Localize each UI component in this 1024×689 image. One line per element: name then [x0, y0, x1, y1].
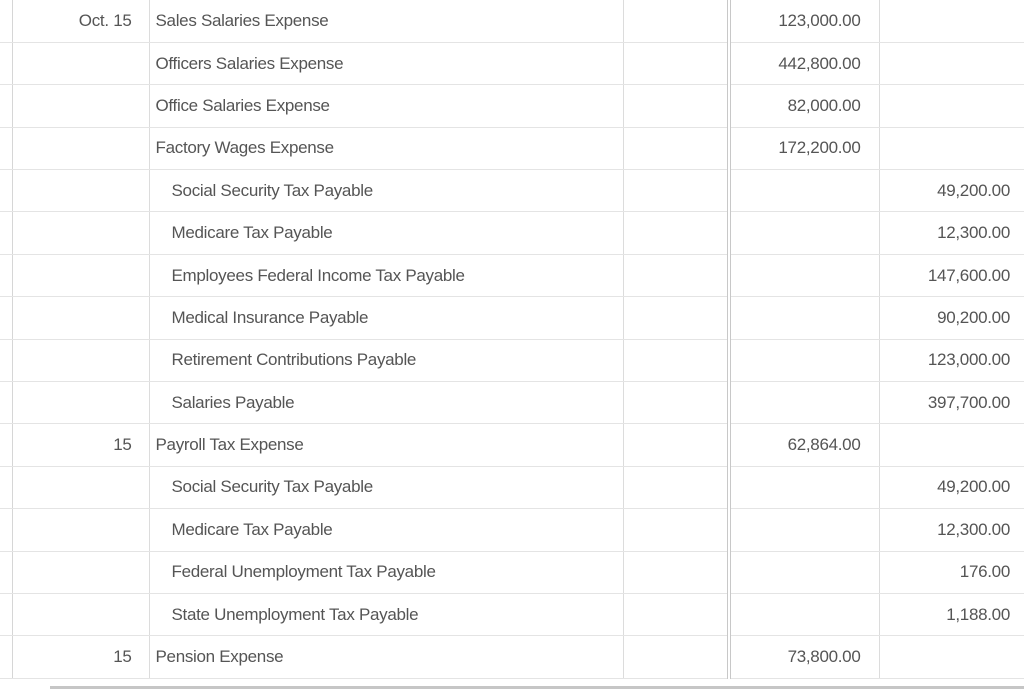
- row-margin-cell: [0, 0, 12, 42]
- journal-row: [0, 382, 1024, 424]
- debit-cell: 82,000.00: [729, 85, 879, 127]
- debit-cell: [729, 254, 879, 296]
- debit-cell: [729, 339, 879, 381]
- debit-cell: [729, 466, 879, 508]
- row-margin-cell: [0, 509, 12, 551]
- account-cell: Factory Wages Expense: [149, 127, 623, 169]
- post-ref-cell: [623, 593, 729, 635]
- credit-cell: 49,200.00: [879, 170, 1024, 212]
- post-ref-cell: [623, 466, 729, 508]
- credit-cell: 147,600.00: [879, 254, 1024, 296]
- debit-cell: [729, 170, 879, 212]
- date-cell: [12, 42, 149, 84]
- account-cell: Office Salaries Expense: [149, 85, 623, 127]
- row-margin-cell: [0, 466, 12, 508]
- date-cell: Oct. 15: [12, 0, 149, 42]
- account-cell: Social Security Tax Payable: [149, 170, 623, 212]
- date-cell: 15: [12, 636, 149, 678]
- date-cell: 15: [12, 424, 149, 466]
- row-margin-cell: [0, 42, 12, 84]
- journal-row: [0, 85, 1024, 127]
- credit-cell: [879, 127, 1024, 169]
- date-cell: [12, 593, 149, 635]
- credit-cell: [879, 0, 1024, 42]
- credit-cell: 12,300.00: [879, 509, 1024, 551]
- journal-row: [0, 424, 1024, 466]
- row-margin-cell: [0, 551, 12, 593]
- journal-row: [0, 551, 1024, 593]
- post-ref-cell: [623, 0, 729, 42]
- row-margin-cell: [0, 170, 12, 212]
- post-ref-cell: [623, 339, 729, 381]
- post-ref-cell: [623, 85, 729, 127]
- journal-row: [0, 254, 1024, 296]
- row-margin-cell: [0, 127, 12, 169]
- date-cell: [12, 466, 149, 508]
- credit-cell: [879, 85, 1024, 127]
- post-ref-cell: [623, 297, 729, 339]
- journal-row: [0, 212, 1024, 254]
- date-cell: [12, 382, 149, 424]
- journal-row: [0, 593, 1024, 635]
- debit-cell: [729, 509, 879, 551]
- post-ref-cell: [623, 42, 729, 84]
- journal-row: [0, 297, 1024, 339]
- post-ref-cell: [623, 170, 729, 212]
- account-cell: Employees Federal Income Tax Payable: [149, 254, 623, 296]
- account-cell: Salaries Payable: [149, 382, 623, 424]
- journal-row: [0, 127, 1024, 169]
- account-cell: Pension Expense: [149, 636, 623, 678]
- credit-cell: 12,300.00: [879, 212, 1024, 254]
- row-margin-cell: [0, 339, 12, 381]
- account-cell: Sales Salaries Expense: [149, 0, 623, 42]
- journal-row: [0, 466, 1024, 508]
- row-margin-cell: [0, 424, 12, 466]
- credit-cell: 397,700.00: [879, 382, 1024, 424]
- row-margin-cell: [0, 382, 12, 424]
- journal-row: [0, 636, 1024, 678]
- post-ref-cell: [623, 382, 729, 424]
- journal-row: [0, 0, 1024, 42]
- debit-cell: [729, 212, 879, 254]
- account-cell: Social Security Tax Payable: [149, 466, 623, 508]
- post-ref-cell: [623, 212, 729, 254]
- row-margin-cell: [0, 212, 12, 254]
- post-ref-cell: [623, 509, 729, 551]
- row-margin-cell: [0, 297, 12, 339]
- credit-cell: 176.00: [879, 551, 1024, 593]
- debit-cell: 172,200.00: [729, 127, 879, 169]
- journal-row: [0, 339, 1024, 381]
- journal-row: [0, 42, 1024, 84]
- debit-cell: [729, 551, 879, 593]
- date-cell: [12, 551, 149, 593]
- date-cell: [12, 85, 149, 127]
- account-cell: Retirement Contributions Payable: [149, 339, 623, 381]
- date-cell: [12, 212, 149, 254]
- credit-cell: [879, 636, 1024, 678]
- post-ref-cell: [623, 636, 729, 678]
- post-ref-cell: [623, 254, 729, 296]
- account-cell: Medicare Tax Payable: [149, 509, 623, 551]
- date-cell: [12, 127, 149, 169]
- date-cell: [12, 170, 149, 212]
- account-cell: Federal Unemployment Tax Payable: [149, 551, 623, 593]
- date-cell: [12, 297, 149, 339]
- account-cell: Medical Insurance Payable: [149, 297, 623, 339]
- account-cell: Medicare Tax Payable: [149, 212, 623, 254]
- row-margin-cell: [0, 85, 12, 127]
- account-cell: State Unemployment Tax Payable: [149, 593, 623, 635]
- row-margin-cell: [0, 593, 12, 635]
- credit-cell: 49,200.00: [879, 466, 1024, 508]
- debit-cell: 73,800.00: [729, 636, 879, 678]
- date-cell: [12, 509, 149, 551]
- debit-cell: 123,000.00: [729, 0, 879, 42]
- debit-cell: 442,800.00: [729, 42, 879, 84]
- date-cell: [12, 254, 149, 296]
- debit-cell: [729, 382, 879, 424]
- account-cell: Payroll Tax Expense: [149, 424, 623, 466]
- debit-cell: [729, 593, 879, 635]
- journal-row: [0, 170, 1024, 212]
- post-ref-cell: [623, 424, 729, 466]
- credit-cell: [879, 42, 1024, 84]
- post-ref-cell: [623, 127, 729, 169]
- credit-cell: 123,000.00: [879, 339, 1024, 381]
- account-cell: Officers Salaries Expense: [149, 42, 623, 84]
- journal-row: [0, 509, 1024, 551]
- row-margin-cell: [0, 636, 12, 678]
- credit-cell: [879, 424, 1024, 466]
- row-margin-cell: [0, 254, 12, 296]
- post-ref-cell: [623, 551, 729, 593]
- debit-cell: [729, 297, 879, 339]
- credit-cell: 1,188.00: [879, 593, 1024, 635]
- debit-cell: 62,864.00: [729, 424, 879, 466]
- date-cell: [12, 339, 149, 381]
- credit-cell: 90,200.00: [879, 297, 1024, 339]
